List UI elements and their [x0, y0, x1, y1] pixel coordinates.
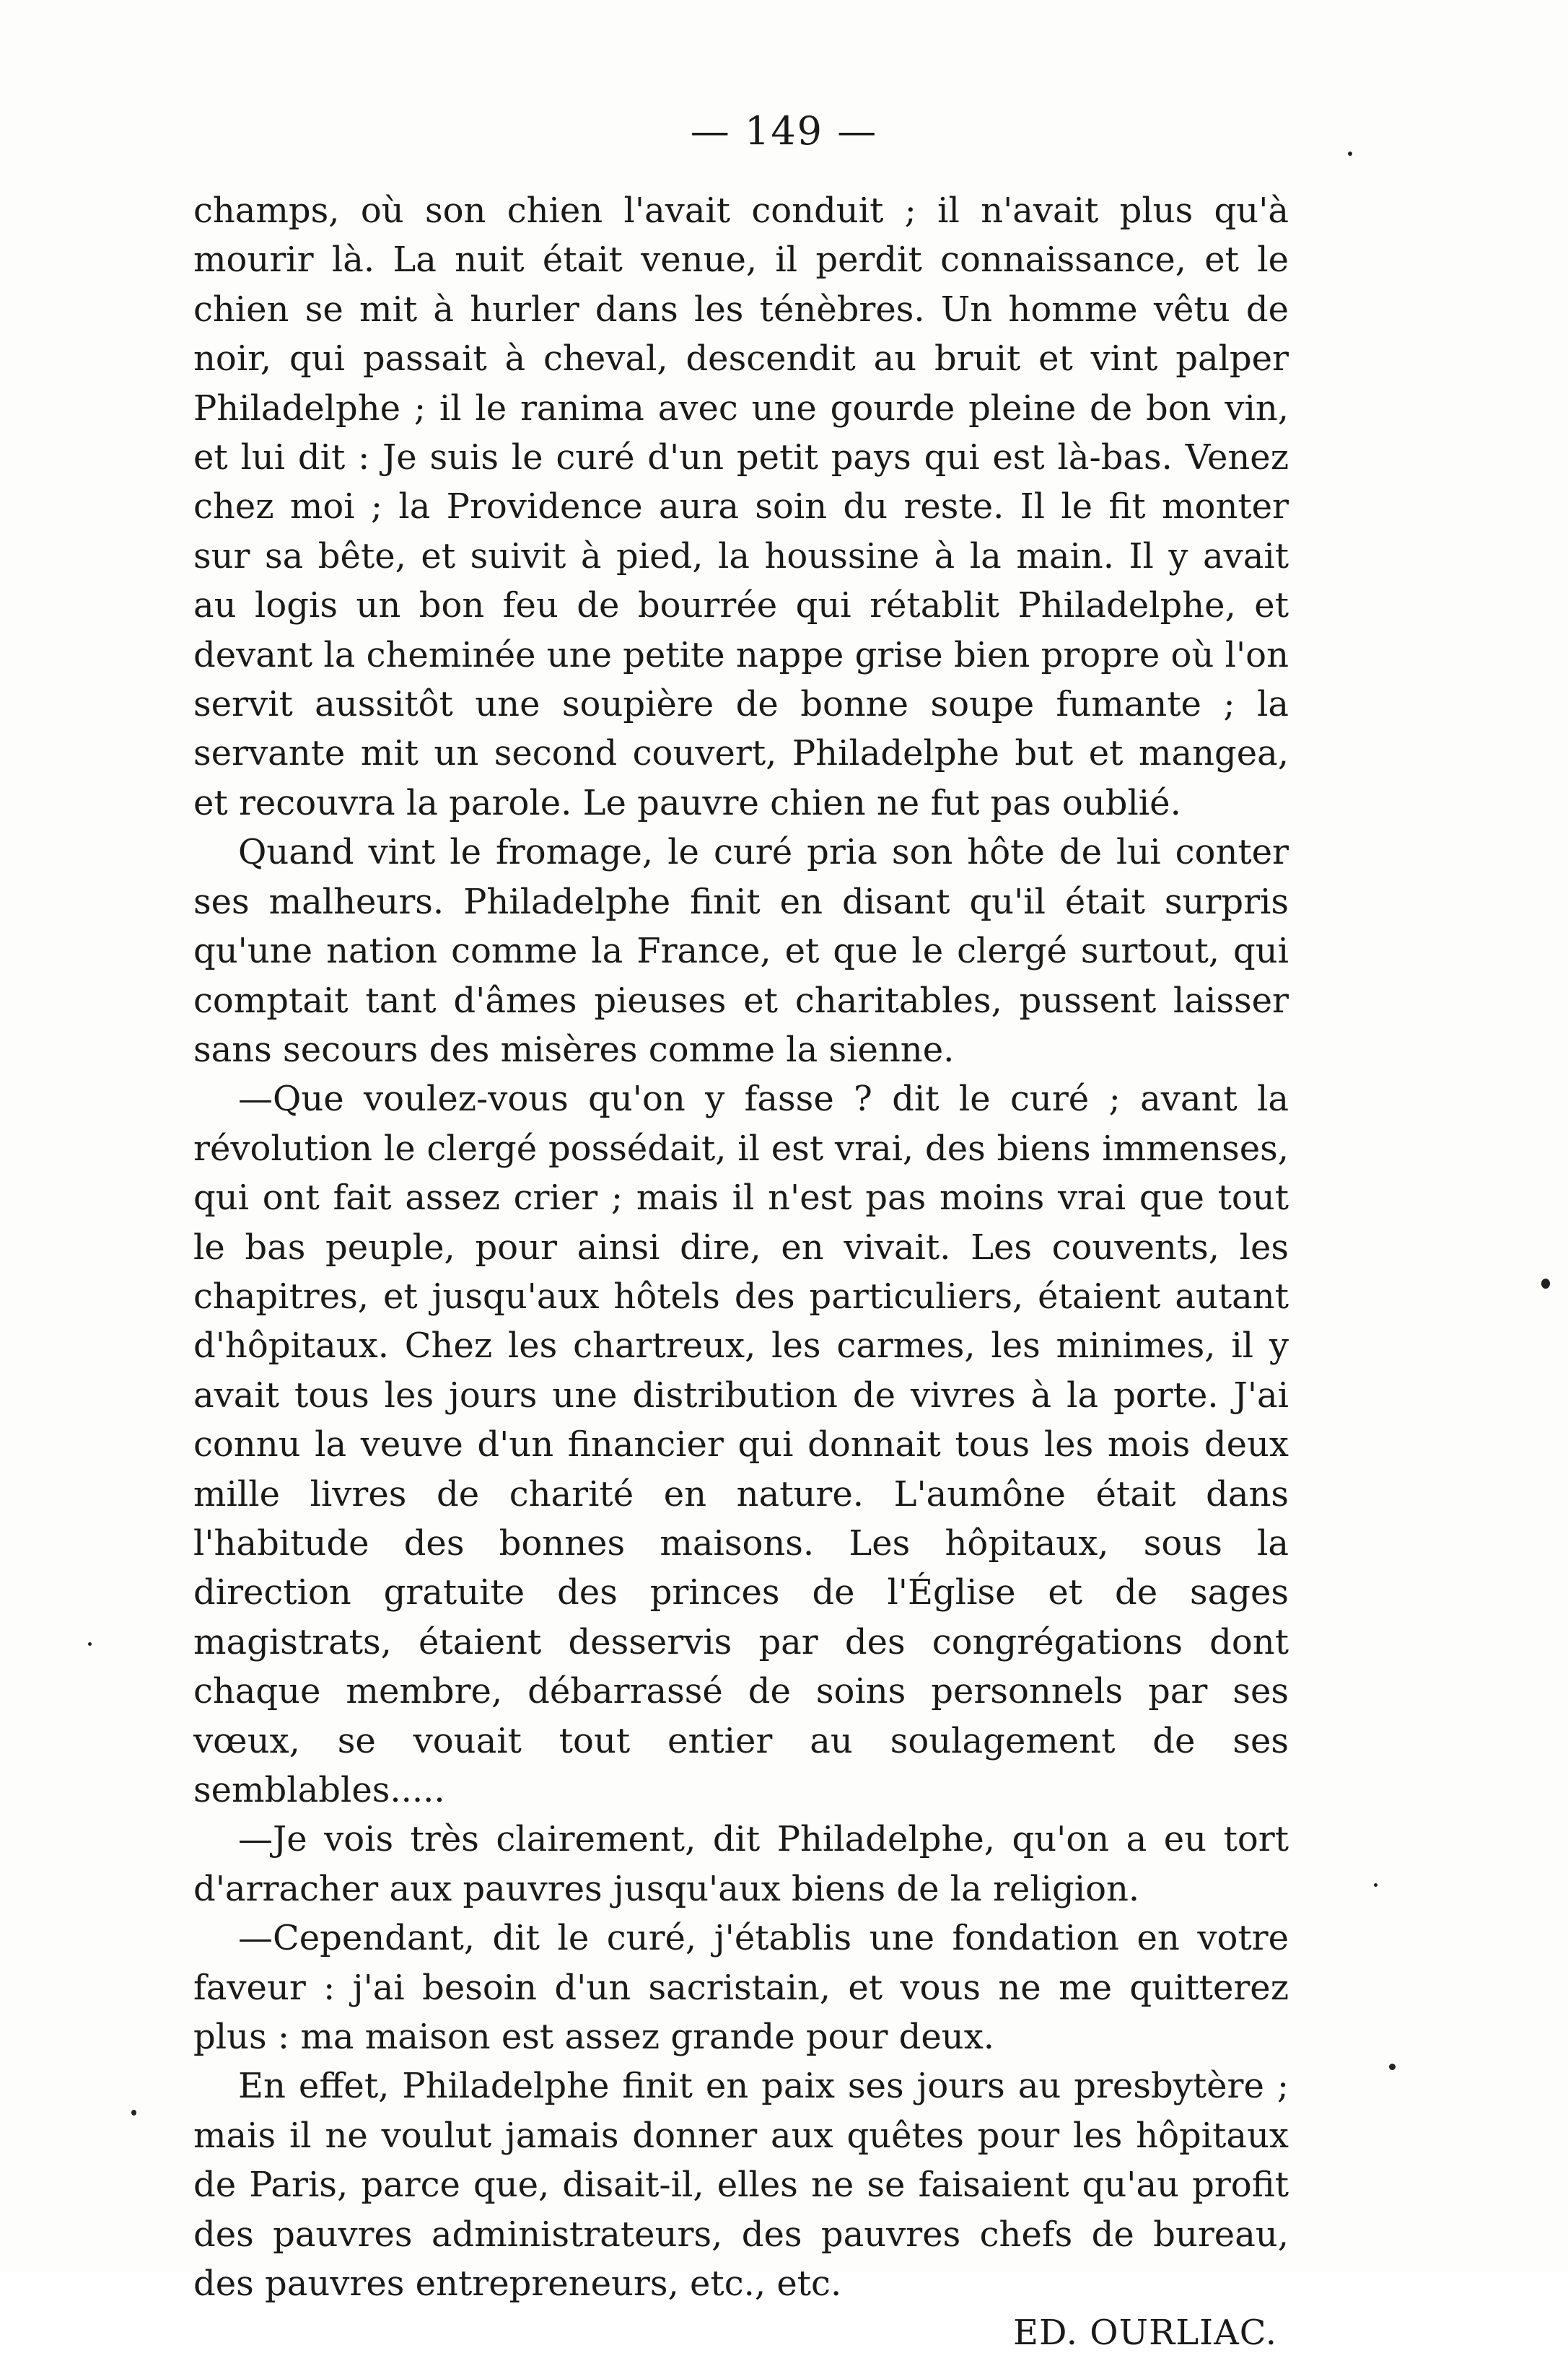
body-text	[193, 186, 1289, 2358]
paragraph-4: —Je vois très clairement, dit Philadelphe, qu'on a eu tort d'arracher aux pauvres jusqu'aux biens de la religion.	[193, 1819, 1289, 1909]
paragraph-1: champs, où son chien l'avait conduit ; il n'avait plus qu'à mourir là. La nuit était venue, il perdit connaissance, et le chien se mit à hurler dans les ténèbres. Un homme vêtu de noir, qui passait à cheval, descendit au bruit et vint palper Philadelphe ; il le ranima avec une gourde pleine de bon vin, et lui dit : Je suis le curé d'un petit pays qui est là-bas. Venez chez moi ; la Providence aura soin du reste. Il le fit monter sur sa bête, et suivit à pied, la houssine à la main. Il y avait au logis un bon feu de bourrée qui rétablit Philadelphe, et devant la cheminée une petite nappe grise bien propre où l'on servit aussitôt une soupière de bonne soupe fumante ; la servante mit un second couvert, Philadelphe but et mangea, et recouvra la parole. Le pauvre chien ne fut pas oublié.	[193, 190, 1289, 823]
paragraph-3: —Que voulez-vous qu'on y fasse ? dit le curé ; avant la révolution le clergé possédait, il est vrai, des biens immenses, qui ont fait assez crier ; mais il n'est pas moins vrai que tout le bas peuple, pour ainsi dire, en vivait. Les couvents, les chapitres, et jusqu'aux hôtels des particuliers, étaient autant d'hôpitaux. Chez les chartreux, les carmes, les minimes, il y avait tous les jours une distribution de vivres à la porte. J'ai connu la veuve d'un financier qui donnait tous les mois deux mille livres de charité en nature. L'aumône était dans l'habitude des bonnes maisons. Les hôpitaux, sous la direction gratuite des princes de l'Église et de sages magistrats, étaient desservis par des congrégations dont chaque membre, débarrassé de soins personnels par ses vœux, se vouait tout entier au soulagement de ses semblables.....	[193, 1079, 1289, 1810]
scan-speck	[88, 1642, 92, 1646]
paragraph-2: Quand vint le fromage, le curé pria son hôte de lui conter ses malheurs. Philadelphe finit en disant qu'il était surpris qu'une nation comme la France, et que le clergé surtout, qui comptait tant d'âmes pieuses et charitables, pussent laisser sans secours des misères comme la sienne.	[193, 832, 1289, 1070]
scan-speck	[1348, 152, 1352, 156]
paragraph-5: —Cependant, dit le curé, j'établis une fondation en votre faveur : j'ai besoin d'un sacristain, et vous ne me quitterez plus : ma maison est assez grande pour deux.	[193, 1918, 1289, 2058]
paragraph-6: En effet, Philadelphe finit en paix ses jours au presbytère ; mais il ne voulut jamais donner aux quêtes pour les hôpitaux de Paris, parce que, disait-il, elles ne se faisaient qu'au profit des pauvres administrateurs, des pauvres chefs de bureau, des pauvres entrepreneurs, etc., etc.	[193, 2066, 1289, 2305]
scan-speck	[1389, 2064, 1396, 2070]
signature-line	[193, 2308, 1289, 2357]
scan-speck	[1374, 1883, 1378, 1887]
page-number: — 149 —	[690, 108, 878, 154]
scan-speck	[1541, 1279, 1550, 1289]
author-signature: ED. OURLIAC.	[1012, 2313, 1277, 2354]
scan-speck	[131, 2110, 136, 2116]
